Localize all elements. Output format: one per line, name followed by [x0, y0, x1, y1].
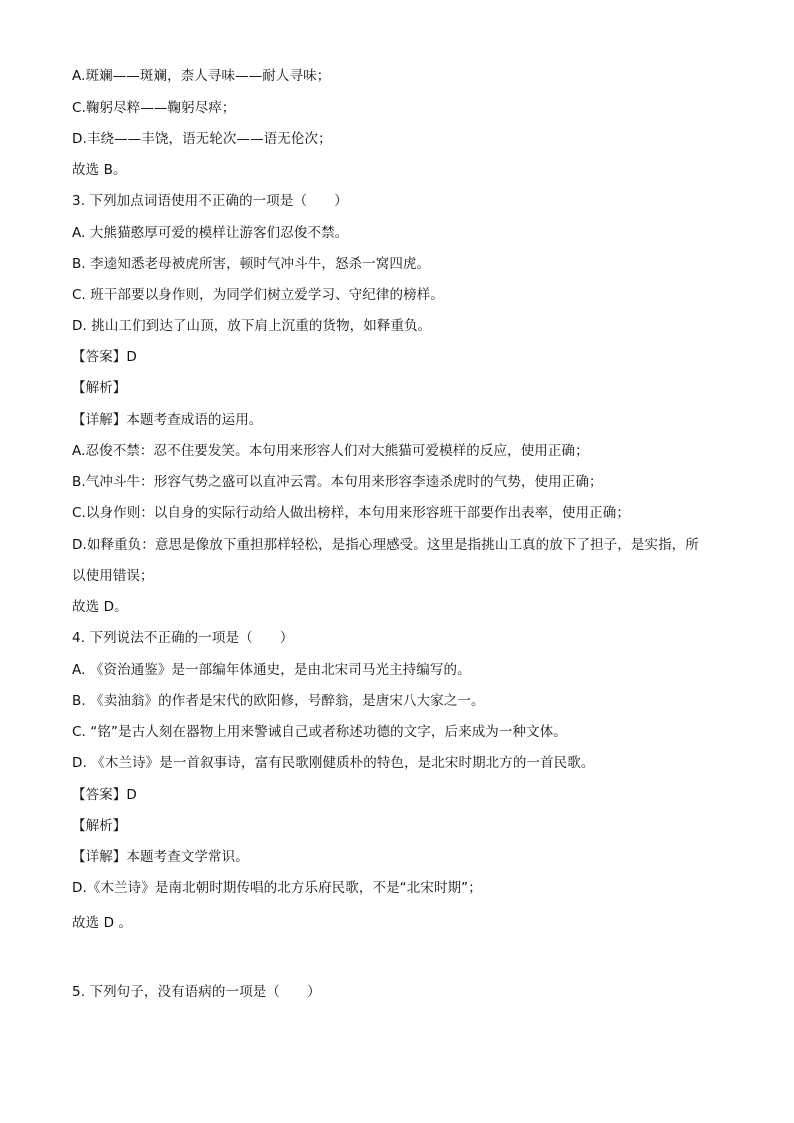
answer-line: 【答案】D	[72, 787, 137, 803]
option-line: B. 《卖油翁》的作者是宋代的欧阳修，号醉翁，是唐宋八大家之一。	[72, 693, 485, 709]
question-heading: 4. 下列说法不正确的一项是（ ）	[72, 630, 294, 646]
detail-line: 【详解】本题考查成语的运用。	[72, 412, 263, 428]
option-line: A. 大熊猫憨厚可爱的模样让游客们忍俊不禁。	[72, 225, 349, 241]
text-line: D.如释重负：意思是像放下重担那样轻松，是指心理感受。这里是指挑山工真的放下了担子，是实指，所	[72, 537, 699, 553]
answer-line: 【答案】D	[72, 349, 137, 365]
option-line: C. 班干部要以身作则，为同学们树立爱学习、守纪律的榜样。	[72, 287, 444, 303]
detail-line: 【详解】本题考查文学常识。	[72, 849, 249, 865]
analysis-label: 【解析】	[72, 818, 127, 834]
option-line: A. 《资治通鉴》是一部编年体通史，是由北宋司马光主持编写的。	[72, 662, 471, 678]
text-line: D.丰绕——丰饶，语无轮次——语无伦次；	[72, 131, 332, 147]
text-line: D.《木兰诗》是南北朝时期传唱的北方乐府民歌，不是“北宋时期”；	[72, 880, 482, 896]
option-line: C. “铭”是古人刻在器物上用来警诫自己或者称述功德的文字，后来成为一种文体。	[72, 724, 567, 740]
analysis-label: 【解析】	[72, 380, 127, 396]
question-heading: 3. 下列加点词语使用不正确的一项是（ ）	[72, 193, 348, 209]
text-line: 故选 D 。	[72, 915, 133, 931]
text-line: C.鞠躬尽粹——鞠躬尽瘁；	[72, 100, 236, 116]
text-line: C.以身作则：以自身的实际行动给人做出榜样，本句用来形容班干部要作出表率，使用正确；	[72, 505, 630, 521]
text-line: 故选 D。	[72, 599, 128, 615]
text-line: B.气冲斗牛：形容气势之盛可以直冲云霄。本句用来形容李逵杀虎时的气势，使用正确；	[72, 474, 603, 490]
option-line: D. 挑山工们到达了山顶，放下肩上沉重的货物，如释重负。	[72, 318, 432, 334]
text-line: 故选 B。	[72, 162, 127, 178]
text-line: A.斑斓——斑斓，柰人寻味——耐人寻味；	[72, 68, 331, 84]
text-line: A.忍俊不禁：忍不住要发笑。本句用来形容人们对大熊猫可爱模样的反应，使用正确；	[72, 443, 589, 459]
question-heading: 5. 下列句子，没有语病的一项是（ ）	[72, 984, 321, 1000]
option-line: B. 李逵知悉老母被虎所害，顿时气冲斗牛，怒杀一窝四虎。	[72, 256, 431, 272]
text-line: 以使用错误；	[72, 568, 154, 584]
option-line: D. 《木兰诗》是一首叙事诗，富有民歌刚健质朴的特色，是北宋时期北方的一首民歌。	[72, 755, 595, 771]
